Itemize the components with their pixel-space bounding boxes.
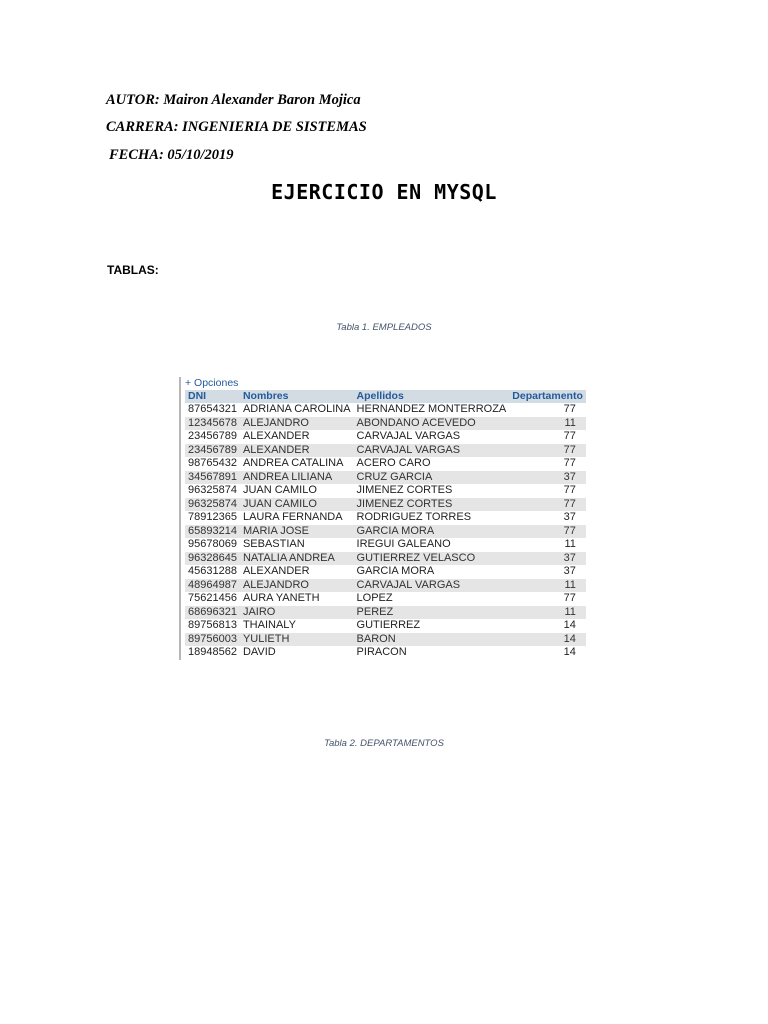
cell-dni: 12345678 <box>185 417 240 431</box>
column-header-apellidos[interactable]: Apellidos <box>354 390 510 403</box>
table-row <box>185 498 586 512</box>
cell-apellidos: GUTIERREZ VELASCO <box>354 552 510 566</box>
cell-dni: 48964987 <box>185 579 240 593</box>
cell-nombres: ALEJANDRO <box>240 417 354 431</box>
cell-nombres: JAIRO <box>240 606 354 620</box>
options-link[interactable]: + Opciones <box>185 377 239 389</box>
cell-nombres: SEBASTIAN <box>240 538 354 552</box>
cell-apellidos: GARCIA MORA <box>354 525 510 539</box>
cell-apellidos: HERNANDEZ MONTERROZA <box>354 403 510 417</box>
cell-dni: 78912365 <box>185 511 240 525</box>
cell-nombres: ALEXANDER <box>240 565 354 579</box>
employees-table <box>185 390 586 660</box>
document-title: EJERCICIO EN MYSQL <box>271 180 497 204</box>
column-header-departamento[interactable]: Departamento <box>509 390 586 403</box>
cell-departamento: 77 <box>509 403 586 417</box>
cell-departamento: 77 <box>509 484 586 498</box>
cell-apellidos: CARVAJAL VARGAS <box>354 579 510 593</box>
employees-table-body <box>185 403 586 660</box>
table-row <box>185 403 586 417</box>
table-caption-departments: Tabla 2. DEPARTAMENTOS <box>324 738 444 749</box>
cell-departamento: 77 <box>509 457 586 471</box>
table-row <box>185 619 586 633</box>
column-header-dni[interactable]: DNI <box>185 390 240 403</box>
cell-nombres: AURA YANETH <box>240 592 354 606</box>
cell-apellidos: CARVAJAL VARGAS <box>354 430 510 444</box>
cell-dni: 95678069 <box>185 538 240 552</box>
table-row <box>185 525 586 539</box>
cell-departamento: 37 <box>509 511 586 525</box>
cell-nombres: ADRIANA CAROLINA <box>240 403 354 417</box>
cell-dni: 68696321 <box>185 606 240 620</box>
cell-nombres: ANDREA CATALINA <box>240 457 354 471</box>
cell-departamento: 11 <box>509 417 586 431</box>
cell-apellidos: JIMENEZ CORTES <box>354 484 510 498</box>
cell-dni: 96325874 <box>185 484 240 498</box>
table-row <box>185 646 586 660</box>
cell-apellidos: CARVAJAL VARGAS <box>354 444 510 458</box>
table-header-row <box>185 390 586 403</box>
table-row <box>185 538 586 552</box>
table-row <box>185 606 586 620</box>
cell-dni: 65893214 <box>185 525 240 539</box>
cell-apellidos: BARON <box>354 633 510 647</box>
cell-dni: 34567891 <box>185 471 240 485</box>
cell-departamento: 77 <box>509 498 586 512</box>
cell-apellidos: RODRIGUEZ TORRES <box>354 511 510 525</box>
cell-dni: 23456789 <box>185 444 240 458</box>
author-line: AUTOR: Mairon Alexander Baron Mojica <box>106 92 361 108</box>
cell-departamento: 37 <box>509 565 586 579</box>
table-row <box>185 471 586 485</box>
table-row <box>185 565 586 579</box>
cell-nombres: MARIA JOSE <box>240 525 354 539</box>
cell-nombres: ALEXANDER <box>240 444 354 458</box>
cell-nombres: JUAN CAMILO <box>240 498 354 512</box>
table-row <box>185 457 586 471</box>
cell-departamento: 37 <box>509 552 586 566</box>
table-row <box>185 484 586 498</box>
cell-dni: 23456789 <box>185 430 240 444</box>
cell-apellidos: PEREZ <box>354 606 510 620</box>
cell-departamento: 11 <box>509 606 586 620</box>
cell-departamento: 77 <box>509 444 586 458</box>
table-row <box>185 430 586 444</box>
cell-dni: 75621456 <box>185 592 240 606</box>
cell-nombres: ALEJANDRO <box>240 579 354 593</box>
employees-table-panel <box>179 377 583 660</box>
cell-departamento: 14 <box>509 633 586 647</box>
cell-dni: 96328645 <box>185 552 240 566</box>
cell-dni: 18948562 <box>185 646 240 660</box>
cell-apellidos: CRUZ GARCIA <box>354 471 510 485</box>
table-caption-employees: Tabla 1. EMPLEADOS <box>336 322 432 333</box>
cell-nombres: NATALIA ANDREA <box>240 552 354 566</box>
cell-departamento: 11 <box>509 579 586 593</box>
cell-dni: 45631288 <box>185 565 240 579</box>
cell-nombres: LAURA FERNANDA <box>240 511 354 525</box>
cell-apellidos: PIRACON <box>354 646 510 660</box>
cell-apellidos: LOPEZ <box>354 592 510 606</box>
section-heading: TABLAS: <box>107 263 159 277</box>
cell-dni: 89756003 <box>185 633 240 647</box>
cell-departamento: 77 <box>509 592 586 606</box>
cell-apellidos: ACERO CARO <box>354 457 510 471</box>
cell-nombres: ALEXANDER <box>240 430 354 444</box>
table-row <box>185 417 586 431</box>
cell-departamento: 77 <box>509 525 586 539</box>
cell-nombres: THAINALY <box>240 619 354 633</box>
cell-departamento: 37 <box>509 471 586 485</box>
table-row <box>185 444 586 458</box>
cell-apellidos: GARCIA MORA <box>354 565 510 579</box>
cell-departamento: 77 <box>509 430 586 444</box>
cell-nombres: DAVID <box>240 646 354 660</box>
date-line: FECHA: 05/10/2019 <box>109 147 234 163</box>
cell-apellidos: ABONDANO ACEVEDO <box>354 417 510 431</box>
table-row <box>185 511 586 525</box>
column-header-nombres[interactable]: Nombres <box>240 390 354 403</box>
career-line: CARRERA: INGENIERIA DE SISTEMAS <box>106 119 367 135</box>
cell-nombres: ANDREA LILIANA <box>240 471 354 485</box>
cell-nombres: JUAN CAMILO <box>240 484 354 498</box>
cell-departamento: 14 <box>509 619 586 633</box>
cell-dni: 89756813 <box>185 619 240 633</box>
cell-apellidos: JIMENEZ CORTES <box>354 498 510 512</box>
table-row <box>185 633 586 647</box>
table-row <box>185 552 586 566</box>
table-row <box>185 592 586 606</box>
cell-nombres: YULIETH <box>240 633 354 647</box>
table-row <box>185 579 586 593</box>
cell-dni: 96325874 <box>185 498 240 512</box>
cell-departamento: 11 <box>509 538 586 552</box>
cell-apellidos: IREGUI GALEANO <box>354 538 510 552</box>
cell-apellidos: GUTIERREZ <box>354 619 510 633</box>
cell-dni: 98765432 <box>185 457 240 471</box>
cell-departamento: 14 <box>509 646 586 660</box>
cell-dni: 87654321 <box>185 403 240 417</box>
